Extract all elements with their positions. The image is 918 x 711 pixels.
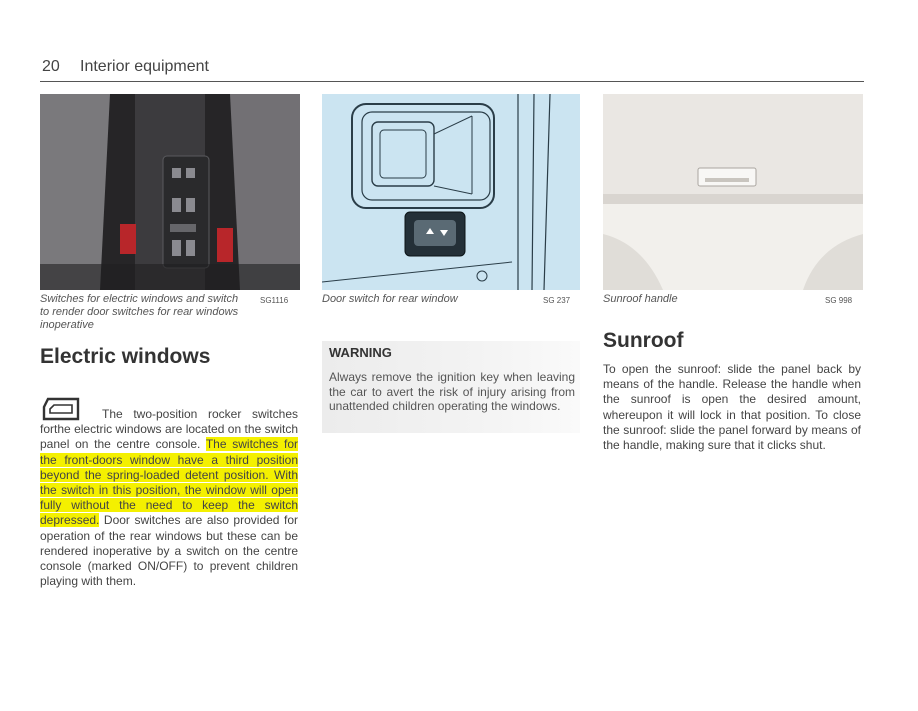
- sunroof-heading: Sunroof: [603, 329, 684, 352]
- door-switch-drawing: [322, 94, 580, 290]
- figure-caption: Switches for electric windows and switch to render door switches for rear windows inoperative: [40, 293, 239, 331]
- figure-code: SG1116: [260, 296, 289, 305]
- window-switch-panel-photo: [40, 94, 300, 290]
- figure-code: SG 998: [825, 296, 853, 305]
- page-number: 20: [42, 58, 60, 75]
- sunroof-text: To open the sunroof: slide the panel back by means of the handle. Release the handle when the sunroof is open the desired amount, whereupon it will lock in that position. To close the sunroof: slide the panel forward by means of the handle, making sure that it clicks shut.: [603, 362, 861, 453]
- figure-caption: Sunroof handle: [603, 293, 678, 305]
- warning-title: WARNING: [329, 345, 392, 360]
- warning-text: Always remove the ignition key when leaving the car to avert the risk of injury arising from unattended children operating the windows.: [329, 370, 575, 414]
- section-title: Interior equipment: [80, 58, 209, 75]
- text-intro: The two-position rocker switches forthe electric windows are located on the switch panel on the centre console.: [40, 407, 298, 452]
- electric-windows-text: [40, 407, 298, 589]
- figure-code: SG 237: [543, 296, 571, 305]
- highlighted-text: The switches for the front-doors window have a third position beyond the spring-loaded detent position. With the switch in this position, the window will open fully without the need to keep the switch depressed.: [40, 437, 298, 528]
- sunroof-handle-photo: [603, 94, 863, 290]
- figure-caption: Door switch for rear window: [322, 293, 458, 305]
- page-header: [40, 57, 864, 82]
- warning-box: [322, 341, 580, 433]
- electric-windows-heading: Electric windows: [40, 345, 211, 368]
- text-continued: Door switches are also provided for operation of the rear windows but these can be rendered inoperative by a switch on the centre console (marked ON/OFF) to prevent children playing with them.: [40, 513, 298, 589]
